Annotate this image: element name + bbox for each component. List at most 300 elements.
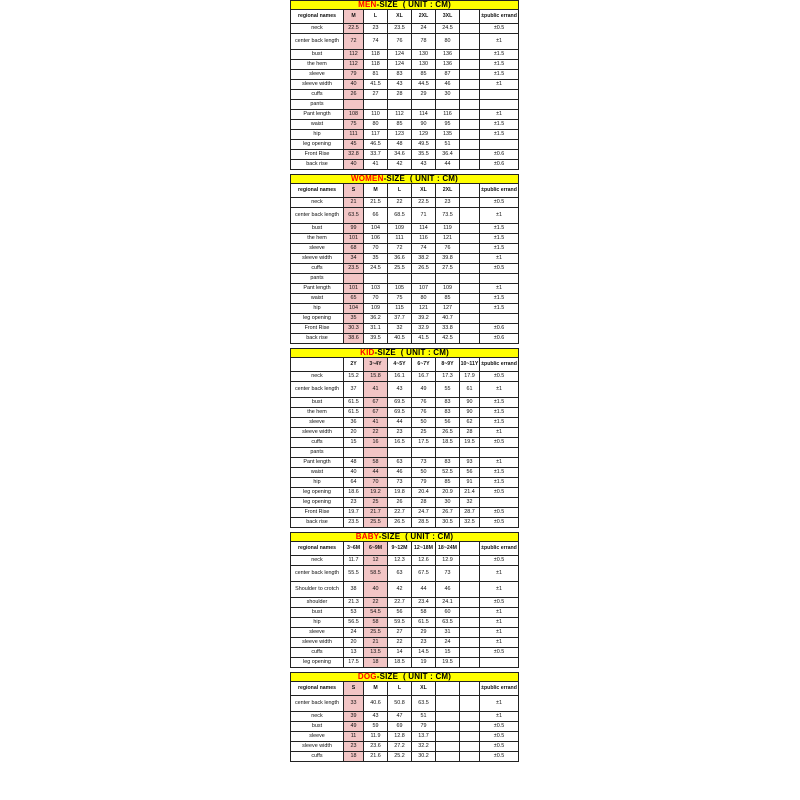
measurement-label: cuffs — [291, 752, 344, 762]
measurement-value: 25.2 — [388, 752, 412, 762]
tolerance-value: ±1.5 — [480, 304, 519, 314]
measurement-label: cuffs — [291, 264, 344, 274]
measurement-label: the hem — [291, 234, 344, 244]
measurement-value — [460, 130, 480, 140]
measurement-value: 28 — [412, 498, 436, 508]
empty-cell — [388, 274, 412, 284]
empty-cell — [388, 448, 412, 458]
header-regional-names: regional names — [291, 682, 344, 696]
tolerance-value: ±1 — [480, 712, 519, 722]
measurement-value: 44 — [412, 582, 436, 598]
tolerance-value: ±1.5 — [480, 234, 519, 244]
measurement-value: 83 — [436, 398, 460, 408]
measurement-value: 51 — [412, 712, 436, 722]
measurement-value: 22 — [388, 198, 412, 208]
measurement-value: 23.4 — [412, 598, 436, 608]
measurement-value — [436, 722, 460, 732]
measurement-value: 130 — [412, 50, 436, 60]
measurement-label: center back length — [291, 696, 344, 712]
measurement-value: 41 — [364, 160, 388, 170]
empty-cell — [344, 274, 364, 284]
measurement-value: 33.8 — [436, 324, 460, 334]
tolerance-value: ±0.5 — [480, 372, 519, 382]
table-row — [291, 120, 519, 130]
measurement-value — [460, 608, 480, 618]
empty-cell — [364, 274, 388, 284]
table-row — [291, 90, 519, 100]
measurement-value: 16.5 — [388, 438, 412, 448]
table-row — [291, 582, 519, 598]
measurement-value: 56 — [436, 418, 460, 428]
measurement-value: 24 — [436, 638, 460, 648]
measurement-value: 22.7 — [388, 598, 412, 608]
measurement-value: 25.5 — [364, 518, 388, 528]
measurement-value: 23 — [436, 198, 460, 208]
table-row — [291, 294, 519, 304]
measurement-value: 30.2 — [412, 752, 436, 762]
measurement-value: 53 — [344, 608, 364, 618]
table-row — [291, 448, 519, 458]
measurement-label: back rise — [291, 160, 344, 170]
tolerance-value: ±1 — [480, 110, 519, 120]
measurement-value: 41 — [364, 382, 388, 398]
tolerance-value: ±0.5 — [480, 598, 519, 608]
measurement-value: 32 — [388, 324, 412, 334]
measurement-value: 136 — [436, 50, 460, 60]
measurement-value: 72 — [388, 244, 412, 254]
measurement-value — [460, 334, 480, 344]
measurement-label: waist — [291, 294, 344, 304]
measurement-label: waist — [291, 120, 344, 130]
table-row — [291, 752, 519, 762]
measurement-value — [460, 618, 480, 628]
measurement-value: 32.8 — [344, 150, 364, 160]
measurement-value: 76 — [412, 408, 436, 418]
table-row — [291, 304, 519, 314]
measurement-value: 26.5 — [436, 428, 460, 438]
measurement-value: 22 — [364, 598, 388, 608]
measurement-label: waist — [291, 468, 344, 478]
measurement-label: Pant length — [291, 458, 344, 468]
table-row — [291, 382, 519, 398]
measurement-label: neck — [291, 556, 344, 566]
measurement-label: Front Rise — [291, 508, 344, 518]
measurement-value: 106 — [364, 234, 388, 244]
measurement-value: 73 — [412, 458, 436, 468]
measurement-value: 38.2 — [412, 254, 436, 264]
measurement-label: back rise — [291, 518, 344, 528]
measurement-value: 35.5 — [412, 150, 436, 160]
tolerance-value: ±1 — [480, 618, 519, 628]
section-label: pants — [291, 100, 344, 110]
header-regional-names: regional names — [291, 184, 344, 198]
tolerance-value: ±1 — [480, 628, 519, 638]
header-cell: M — [344, 10, 364, 24]
measurement-value: 135 — [436, 130, 460, 140]
measurement-value: 51 — [436, 140, 460, 150]
measurement-value: 23 — [412, 638, 436, 648]
measurement-value: 22.5 — [344, 24, 364, 34]
tolerance-value: ±1 — [480, 608, 519, 618]
table-row — [291, 372, 519, 382]
measurement-value: 13.7 — [412, 732, 436, 742]
measurement-value: 85 — [436, 478, 460, 488]
measurement-value: 14.5 — [412, 648, 436, 658]
header-cell: 2XL — [412, 10, 436, 24]
measurement-value — [436, 712, 460, 722]
table-row — [291, 334, 519, 344]
measurement-value — [460, 60, 480, 70]
empty-cell — [480, 100, 519, 110]
measurement-value — [460, 628, 480, 638]
table-row — [291, 234, 519, 244]
header-regional-names: regional names — [291, 542, 344, 556]
measurement-value: 21.6 — [364, 752, 388, 762]
measurement-value: 39 — [344, 712, 364, 722]
measurement-value — [460, 90, 480, 100]
measurement-value: 116 — [436, 110, 460, 120]
measurement-value: 63.5 — [412, 696, 436, 712]
measurement-value: 80 — [412, 294, 436, 304]
measurement-value: 27 — [388, 628, 412, 638]
measurement-value: 16 — [364, 438, 388, 448]
measurement-value: 42 — [388, 160, 412, 170]
measurement-value — [436, 732, 460, 742]
women-size-table — [290, 174, 519, 344]
title-category: KID — [360, 348, 375, 357]
tolerance-value: ±0.5 — [480, 556, 519, 566]
measurement-value: 117 — [364, 130, 388, 140]
empty-cell — [436, 100, 460, 110]
tolerance-value: ±0.6 — [480, 334, 519, 344]
measurement-value: 47 — [388, 712, 412, 722]
empty-cell — [344, 448, 364, 458]
tolerance-value: ±0.6 — [480, 150, 519, 160]
measurement-value: 26.5 — [388, 518, 412, 528]
table-row — [291, 24, 519, 34]
measurement-value — [460, 234, 480, 244]
measurement-value: 58 — [364, 458, 388, 468]
measurement-value: 18 — [344, 752, 364, 762]
measurement-value: 20 — [344, 428, 364, 438]
measurement-value: 60 — [436, 608, 460, 618]
measurement-value: 50 — [412, 418, 436, 428]
measurement-value: 20.4 — [412, 488, 436, 498]
measurement-value: 16.7 — [412, 372, 436, 382]
measurement-label: sleeve width — [291, 254, 344, 264]
tolerance-value: ±1.5 — [480, 120, 519, 130]
table-row — [291, 130, 519, 140]
measurement-value: 110 — [364, 110, 388, 120]
table-row — [291, 478, 519, 488]
measurement-label: Front Rise — [291, 324, 344, 334]
baby-size-table — [290, 532, 519, 668]
measurement-value: 24.5 — [436, 24, 460, 34]
measurement-value — [460, 566, 480, 582]
tolerance-value: ±1 — [480, 80, 519, 90]
header-cell: 3XL — [436, 10, 460, 24]
measurement-value: 20.9 — [436, 488, 460, 498]
tolerance-value: ±1.5 — [480, 398, 519, 408]
table-row — [291, 488, 519, 498]
measurement-label: Pant length — [291, 110, 344, 120]
tolerance-value: ±1.5 — [480, 294, 519, 304]
tolerance-value: ±1 — [480, 428, 519, 438]
measurement-label: Shoulder to crotch — [291, 582, 344, 598]
measurement-label: center back length — [291, 34, 344, 50]
measurement-label: sleeve — [291, 732, 344, 742]
measurement-value: 25.5 — [388, 264, 412, 274]
measurement-value: 66 — [364, 208, 388, 224]
measurement-value: 40.7 — [436, 314, 460, 324]
measurement-label: bust — [291, 608, 344, 618]
men-size-table — [290, 0, 519, 170]
measurement-value: 63 — [388, 458, 412, 468]
measurement-value: 111 — [388, 234, 412, 244]
header-cell: 12~18M — [412, 542, 436, 556]
measurement-label: sleeve — [291, 70, 344, 80]
measurement-value: 11.7 — [344, 556, 364, 566]
measurement-value: 69.5 — [388, 408, 412, 418]
measurement-value: 32.5 — [460, 518, 480, 528]
measurement-label: sleeve width — [291, 638, 344, 648]
measurement-value — [460, 638, 480, 648]
measurement-value: 30 — [436, 90, 460, 100]
table-row — [291, 566, 519, 582]
measurement-value: 61.5 — [344, 398, 364, 408]
measurement-value: 112 — [344, 60, 364, 70]
measurement-value: 74 — [412, 244, 436, 254]
header-cell — [460, 10, 480, 24]
table-row — [291, 208, 519, 224]
measurement-value: 121 — [412, 304, 436, 314]
tolerance-value: ±1.5 — [480, 408, 519, 418]
measurement-value: 75 — [344, 120, 364, 130]
measurement-value: 43 — [412, 160, 436, 170]
measurement-value: 21.7 — [364, 508, 388, 518]
measurement-value: 73 — [436, 566, 460, 582]
table-row — [291, 712, 519, 722]
measurement-value: 78 — [412, 34, 436, 50]
measurement-value: 56 — [460, 468, 480, 478]
measurement-value: 25.5 — [364, 628, 388, 638]
table-row — [291, 556, 519, 566]
table-row — [291, 638, 519, 648]
header-cell: ±public errand — [480, 358, 519, 372]
measurement-value: 70 — [364, 294, 388, 304]
measurement-value: 12.8 — [388, 732, 412, 742]
tolerance-value: ±1.5 — [480, 224, 519, 234]
section-label: pants — [291, 448, 344, 458]
measurement-value: 50.8 — [388, 696, 412, 712]
measurement-value — [460, 648, 480, 658]
measurement-value: 44.5 — [412, 80, 436, 90]
table-row — [291, 50, 519, 60]
measurement-value — [460, 658, 480, 668]
tolerance-value — [480, 314, 519, 324]
measurement-value: 40.5 — [388, 334, 412, 344]
measurement-label: sleeve — [291, 244, 344, 254]
measurement-value: 59 — [364, 722, 388, 732]
measurement-value: 55 — [436, 382, 460, 398]
measurement-value: 19.2 — [364, 488, 388, 498]
measurement-value: 18 — [364, 658, 388, 668]
header-cell: 2XL — [436, 184, 460, 198]
measurement-value — [460, 150, 480, 160]
measurement-value: 46.5 — [364, 140, 388, 150]
empty-cell — [412, 448, 436, 458]
dog-size-title — [291, 673, 519, 682]
measurement-value — [460, 582, 480, 598]
tolerance-value: ±1.5 — [480, 468, 519, 478]
measurement-value: 70 — [364, 478, 388, 488]
measurement-value — [460, 556, 480, 566]
measurement-value: 41 — [364, 418, 388, 428]
header-cell: 18~24M — [436, 542, 460, 556]
measurement-value: 26 — [344, 90, 364, 100]
header-cell: 2Y — [344, 358, 364, 372]
measurement-value — [460, 140, 480, 150]
title-category: MEN — [358, 0, 377, 9]
measurement-value: 75 — [388, 294, 412, 304]
table-row — [291, 608, 519, 618]
measurement-value: 25 — [364, 498, 388, 508]
measurement-value — [460, 160, 480, 170]
measurement-value: 72 — [344, 34, 364, 50]
measurement-label: bust — [291, 398, 344, 408]
measurement-value: 23 — [364, 24, 388, 34]
measurement-value: 52.5 — [436, 468, 460, 478]
measurement-value: 79 — [412, 478, 436, 488]
measurement-value: 44 — [364, 468, 388, 478]
table-row — [291, 100, 519, 110]
tolerance-value: ±0.5 — [480, 732, 519, 742]
measurement-value: 30 — [436, 498, 460, 508]
measurement-value: 95 — [436, 120, 460, 130]
header-cell: 6~7Y — [412, 358, 436, 372]
measurement-value: 24.1 — [436, 598, 460, 608]
measurement-value — [436, 742, 460, 752]
measurement-label: hip — [291, 130, 344, 140]
measurement-value: 24 — [412, 24, 436, 34]
measurement-value: 109 — [364, 304, 388, 314]
measurement-value: 25 — [412, 428, 436, 438]
tolerance-value — [480, 498, 519, 508]
measurement-value: 114 — [412, 110, 436, 120]
table-row — [291, 418, 519, 428]
measurement-value: 33 — [344, 696, 364, 712]
measurement-value: 32 — [460, 498, 480, 508]
measurement-value: 40 — [364, 582, 388, 598]
measurement-value: 38.6 — [344, 334, 364, 344]
measurement-value: 35 — [344, 314, 364, 324]
measurement-value: 74 — [364, 34, 388, 50]
measurement-value: 36 — [344, 418, 364, 428]
tolerance-value: ±1 — [480, 458, 519, 468]
measurement-value — [460, 314, 480, 324]
measurement-value: 101 — [344, 234, 364, 244]
measurement-label: Front Rise — [291, 150, 344, 160]
measurement-value: 85 — [436, 294, 460, 304]
measurement-value: 63 — [388, 566, 412, 582]
measurement-label: back rise — [291, 334, 344, 344]
measurement-label: neck — [291, 198, 344, 208]
measurement-value: 40 — [344, 80, 364, 90]
measurement-value: 42 — [388, 582, 412, 598]
measurement-value: 119 — [436, 224, 460, 234]
measurement-value: 69.5 — [388, 398, 412, 408]
measurement-value: 26.7 — [436, 508, 460, 518]
header-cell: ±public errand — [480, 184, 519, 198]
measurement-label: bust — [291, 224, 344, 234]
tolerance-value: ±0.5 — [480, 488, 519, 498]
tolerance-value: ±0.5 — [480, 722, 519, 732]
measurement-value: 44 — [436, 160, 460, 170]
measurement-label: sleeve — [291, 418, 344, 428]
measurement-value: 22 — [364, 428, 388, 438]
measurement-value: 22.5 — [412, 198, 436, 208]
measurement-label: neck — [291, 712, 344, 722]
header-cell: XL — [412, 184, 436, 198]
measurement-value: 23.6 — [364, 742, 388, 752]
measurement-value: 27.2 — [388, 742, 412, 752]
empty-cell — [436, 274, 460, 284]
tolerance-value: ±1 — [480, 696, 519, 712]
measurement-value: 70 — [364, 244, 388, 254]
table-row — [291, 224, 519, 234]
size-chart-sheet — [290, 0, 518, 766]
measurement-value: 67.5 — [412, 566, 436, 582]
section-label: pants — [291, 274, 344, 284]
empty-cell — [344, 100, 364, 110]
title-unit: -SIZE ( UNIT : CM) — [383, 174, 459, 183]
measurement-value: 23.5 — [388, 24, 412, 34]
measurement-value: 30.5 — [436, 518, 460, 528]
table-row — [291, 648, 519, 658]
measurement-value: 18.6 — [344, 488, 364, 498]
table-row — [291, 150, 519, 160]
measurement-value: 16.1 — [388, 372, 412, 382]
measurement-value: 118 — [364, 60, 388, 70]
empty-cell — [364, 100, 388, 110]
measurement-value: 129 — [412, 130, 436, 140]
measurement-label: cuffs — [291, 648, 344, 658]
tolerance-value: ±0.5 — [480, 742, 519, 752]
measurement-value: 109 — [388, 224, 412, 234]
women-size-title — [291, 175, 519, 184]
measurement-value — [460, 24, 480, 34]
measurement-value: 104 — [344, 304, 364, 314]
measurement-value: 36.6 — [388, 254, 412, 264]
tolerance-value: ±0.5 — [480, 648, 519, 658]
measurement-value: 83 — [388, 70, 412, 80]
empty-cell — [388, 100, 412, 110]
table-row — [291, 284, 519, 294]
header-cell: L — [388, 682, 412, 696]
measurement-value: 43 — [364, 712, 388, 722]
table-row — [291, 618, 519, 628]
header-cell — [460, 682, 480, 696]
measurement-value — [460, 598, 480, 608]
measurement-value: 118 — [364, 50, 388, 60]
tolerance-value: ±1 — [480, 638, 519, 648]
measurement-label: hip — [291, 304, 344, 314]
tolerance-value: ±0.5 — [480, 508, 519, 518]
measurement-value — [436, 752, 460, 762]
measurement-value: 68.5 — [388, 208, 412, 224]
measurement-value: 80 — [364, 120, 388, 130]
measurement-value: 37 — [344, 382, 364, 398]
